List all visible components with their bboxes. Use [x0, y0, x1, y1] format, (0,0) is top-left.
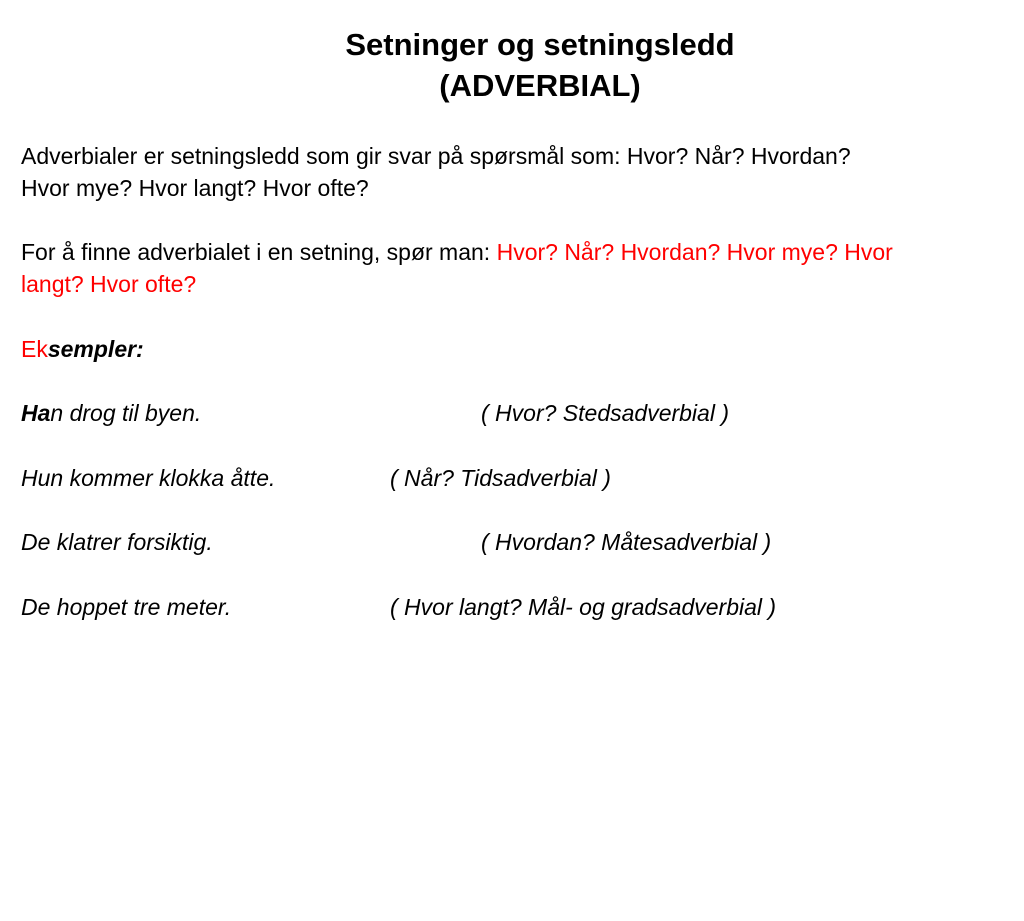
howto-questions-line-2: langt? Hvor ofte?: [21, 271, 197, 297]
example-3: [21, 526, 772, 558]
example-1: [21, 397, 729, 429]
example-2-sentence: Hun kommer klokka åtte.: [21, 465, 276, 491]
examples-heading-bold: sempler:: [47, 336, 144, 362]
howto-paragraph: [21, 236, 893, 300]
example-3-note: ( Hvordan? Måtesadverbial ): [481, 529, 772, 555]
slide-title: [0, 24, 1024, 106]
intro-line-2: Hvor mye? Hvor langt? Hvor ofte?: [21, 175, 369, 201]
examples-heading-red: Ek: [21, 336, 48, 362]
intro-paragraph: [21, 140, 851, 204]
title-line-1: Setninger og setningsledd: [345, 27, 735, 62]
example-1-note: ( Hvor? Stedsadverbial ): [481, 400, 729, 426]
howto-questions-line-1: Hvor? Når? Hvordan? Hvor mye? Hvor: [496, 239, 893, 265]
example-4: [21, 591, 777, 623]
example-3-sentence: De klatrer forsiktig.: [21, 529, 213, 555]
example-2-note: ( Når? Tidsadverbial ): [390, 465, 611, 491]
howto-prefix: For å finne adverbialet i en setning, spør man:: [21, 239, 497, 265]
title-line-2: (ADVERBIAL): [439, 68, 641, 103]
example-2: [21, 462, 611, 494]
example-1-sentence: n drog til byen.: [50, 400, 202, 426]
examples-heading: [21, 333, 144, 365]
example-4-note: ( Hvor langt? Mål- og gradsadverbial ): [390, 594, 777, 620]
example-4-sentence: De hoppet tre meter.: [21, 594, 232, 620]
intro-line-1: Adverbialer er setningsledd som gir svar på spørsmål som: Hvor? Når? Hvordan?: [21, 143, 851, 169]
example-1-bold: Ha: [21, 400, 51, 426]
